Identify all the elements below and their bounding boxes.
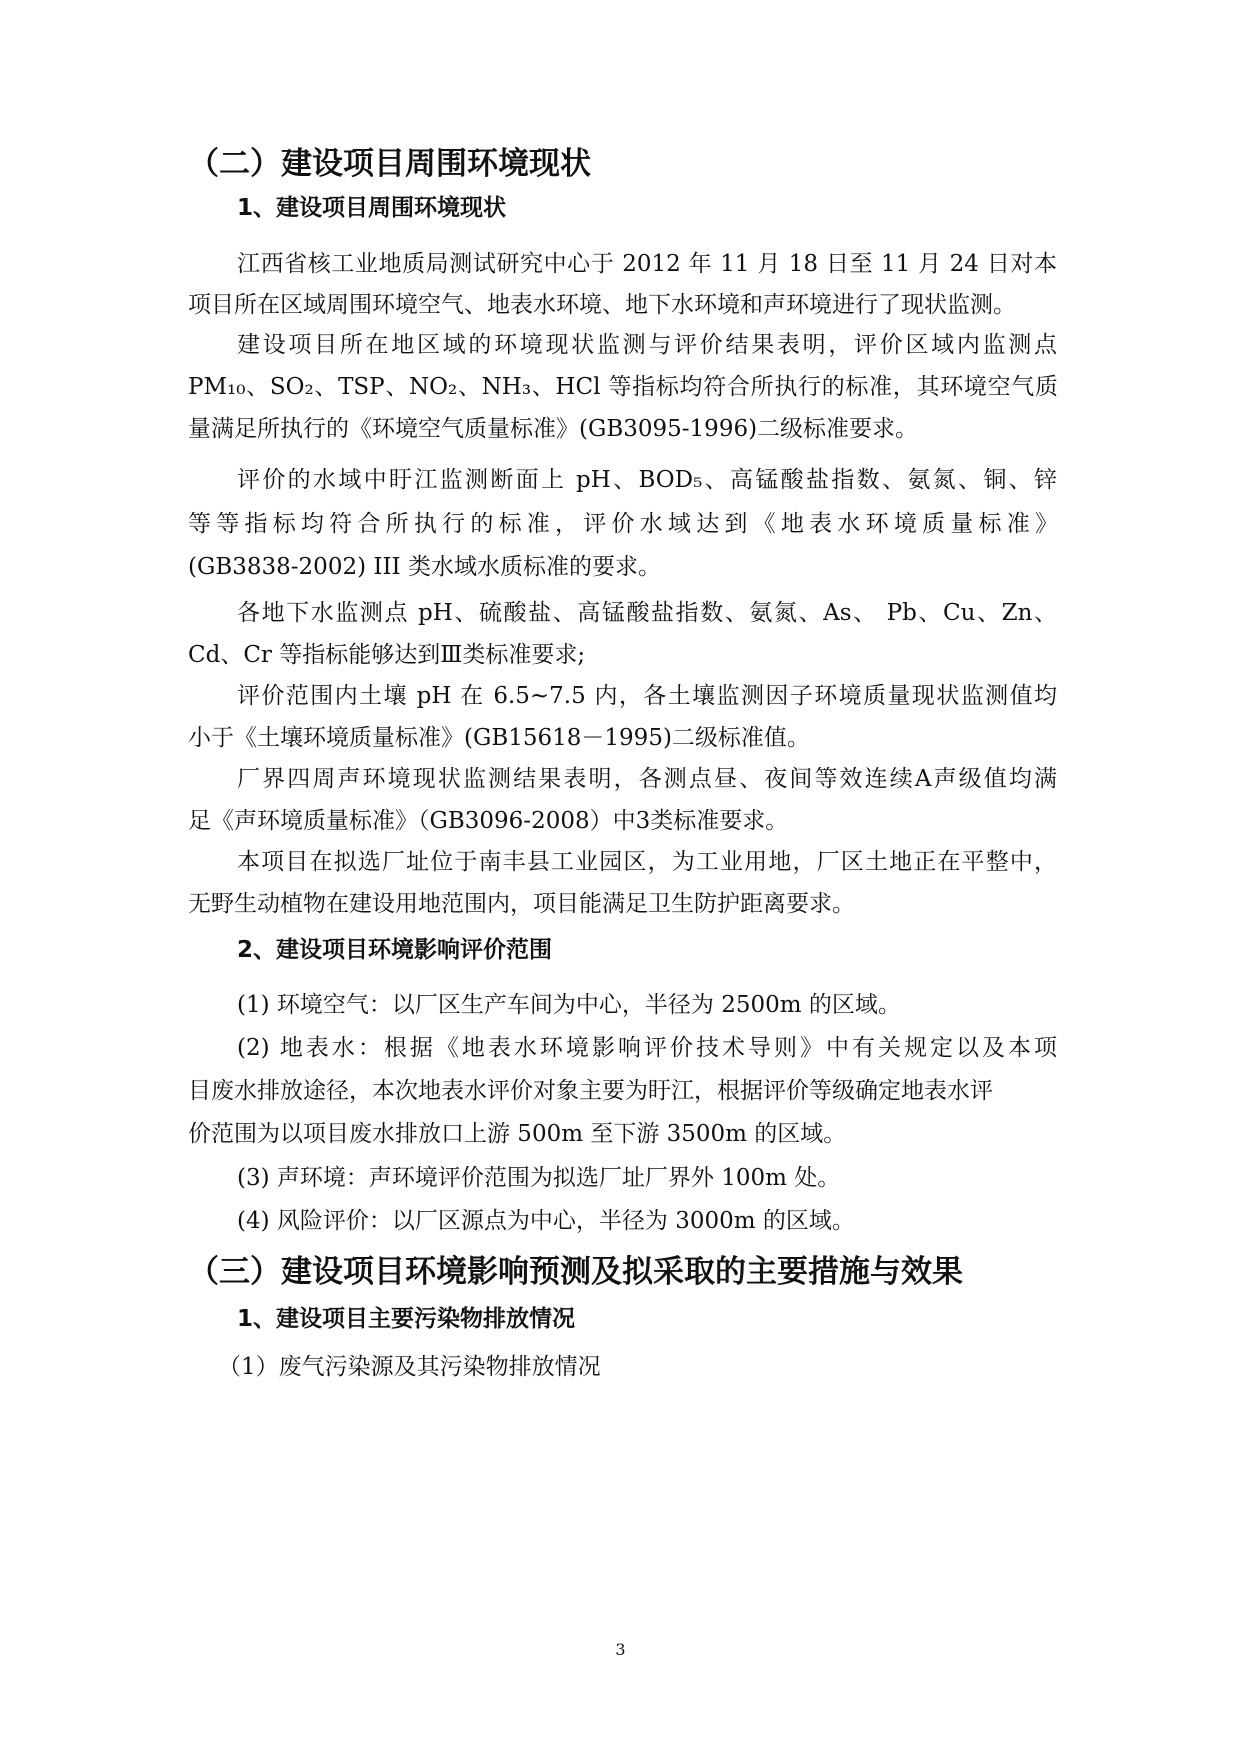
- list-item: (2) 地表水：根据《地表水环境影响评价技术导则》中有关规定以及本项: [237, 1035, 1057, 1061]
- paragraph-line: 各地下水监测点 pH、硫酸盐、高锰酸盐指数、氨氮、As、 Pb、Cu、Zn、: [237, 600, 1057, 626]
- paragraph-line: (GB3838-2002) III 类水域水质标准的要求。: [188, 554, 661, 580]
- paragraph-line: 建设项目所在地区域的环境现状监测与评价结果表明，评价区域内监测点: [237, 332, 1057, 358]
- paragraph-line: 小于《土壤环境质量标准》(GB15618－1995)二级标准值。: [188, 725, 810, 751]
- paragraph-line: PM₁₀、SO₂、TSP、NO₂、NH₃、HCl 等指标均符合所执行的标准，其环境空气质: [188, 374, 1058, 400]
- section-heading-2: （二）建设项目周围环境现状: [188, 146, 591, 182]
- page-number: 3: [615, 1640, 626, 1659]
- sub-subheading: （1）废气污染源及其污染物排放情况: [218, 1354, 601, 1380]
- paragraph-line: 价范围为以项目废水排放口上游 500m 至下游 3500m 的区域。: [188, 1121, 847, 1147]
- paragraph-line: 厂界四周声环境现状监测结果表明，各测点昼、夜间等效连续A声级值均满: [237, 766, 1057, 792]
- paragraph-line: 项目所在区域周围环境空气、地表水环境、地下水环境和声环境进行了现状监测。: [188, 292, 1016, 318]
- list-item: (3) 声环境：声环境评价范围为拟选厂址厂界外 100m 处。: [237, 1165, 841, 1191]
- paragraph-line: 足《声环境质量标准》（GB3096-2008）中3类标准要求。: [188, 808, 789, 834]
- paragraph-line: 等等指标均符合所执行的标准，评价水域达到《地表水环境质量标准》: [188, 511, 1058, 537]
- paragraph-line: 评价范围内土壤 pH 在 6.5~7.5 内，各土壤监测因子环境质量现状监测值均: [237, 683, 1057, 709]
- subheading-1: 1、建设项目周围环境现状: [237, 195, 507, 221]
- paragraph-line: 本项目在拟选厂址位于南丰县工业园区，为工业用地，厂区土地正在平整中，: [237, 849, 1057, 875]
- paragraph-line: 无野生动植物在建设用地范围内，项目能满足卫生防护距离要求。: [188, 891, 855, 917]
- subheading-2: 2、建设项目环境影响评价范围: [237, 937, 553, 963]
- paragraph-line: Cd、Cr 等指标能够达到Ⅲ类标准要求;: [188, 642, 586, 668]
- list-item: (4) 风险评价：以厂区源点为中心，半径为 3000m 的区域。: [237, 1208, 855, 1234]
- paragraph-line: 目废水排放途径，本次地表水评价对象主要为盱江，根据评价等级确定地表水评: [188, 1078, 993, 1104]
- list-item: (1) 环境空气：以厂区生产车间为中心，半径为 2500m 的区域。: [237, 992, 901, 1018]
- subheading-3-1: 1、建设项目主要污染物排放情况: [237, 1306, 576, 1332]
- section-heading-3: （三）建设项目环境影响预测及拟采取的主要措施与效果: [188, 1254, 963, 1290]
- paragraph-line: 江西省核工业地质局测试研究中心于 2012 年 11 月 18 日至 11 月 24 日对本: [237, 251, 1057, 277]
- paragraph-line: 量满足所执行的《环境空气质量标准》(GB3095-1996)二级标准要求。: [188, 416, 919, 442]
- paragraph-line: 评价的水域中盱江监测断面上 pH、BOD₅、高锰酸盐指数、氨氮、铜、锌: [237, 467, 1057, 493]
